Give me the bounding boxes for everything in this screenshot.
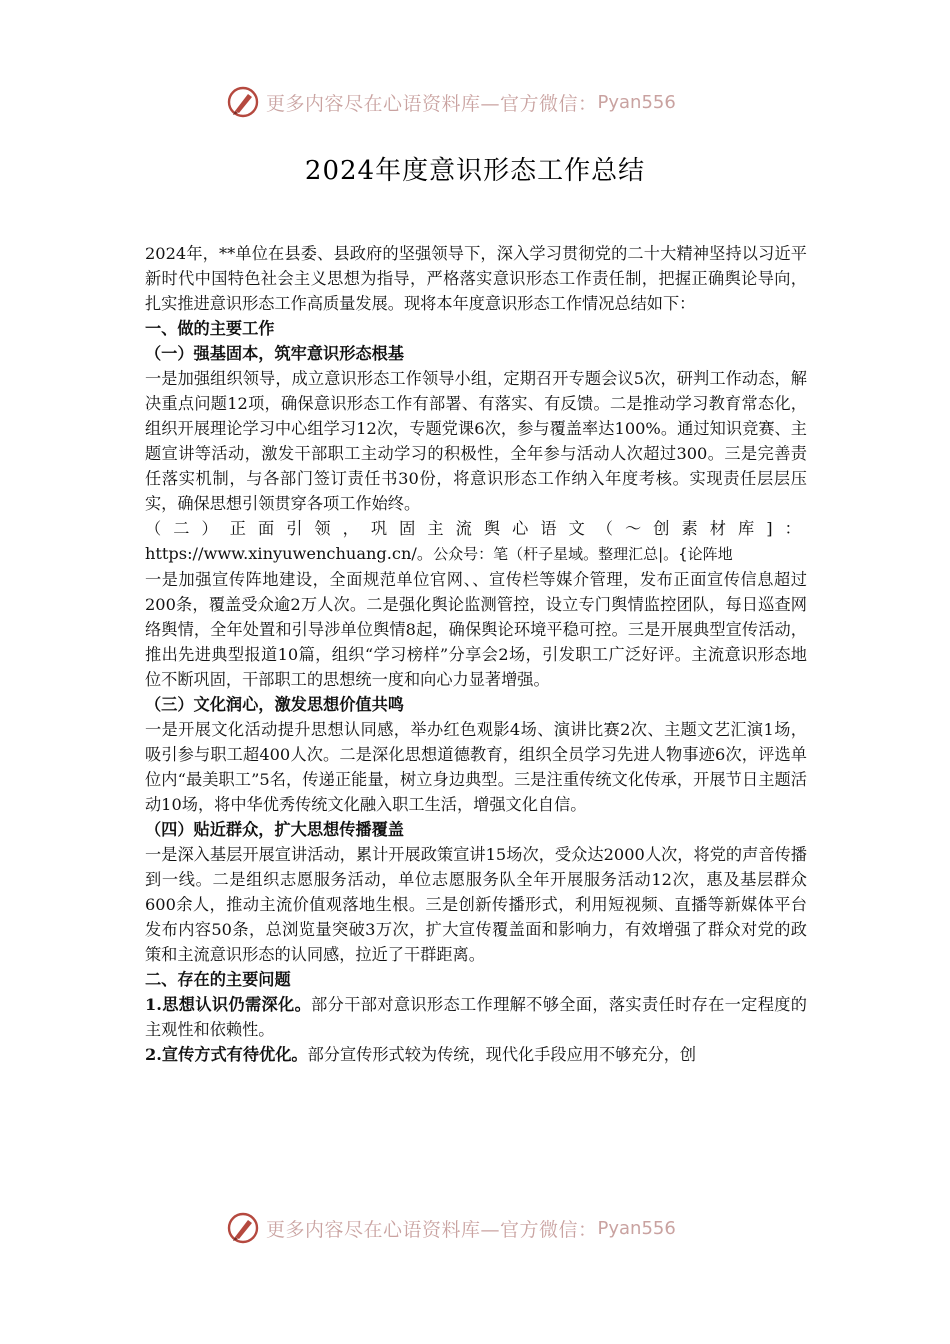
subsection-heading-text: （二）正面引领，巩固主流舆心语文（～创素材库]： xyxy=(145,519,807,538)
watermark-banner-top xyxy=(226,82,676,122)
problem-lead: 1.思想认识仍需深化。 xyxy=(145,995,312,1014)
watermark-id: Pyan556 xyxy=(597,1217,676,1239)
problem-text: 部分宣传形式较为传统，现代化手段应用不够充分，创 xyxy=(307,1045,697,1064)
pen-logo-icon xyxy=(226,1211,260,1245)
problem-text: 部分干部对意识形态工作理解不够全面，落实责任时存在一定程度的主观性和依赖性。 xyxy=(145,995,807,1039)
watermark-text: 更多内容尽在心语资料库—官方微信： xyxy=(266,92,598,115)
source-note: 公众号：笔（杆子星域。整理汇总|。{论阵地 xyxy=(433,545,733,563)
body-paragraph: 一是加强宣传阵地建设，全面规范单位官网、、宣传栏等媒介管理，发布正面宣传信息超过200条，覆盖受众逾2万人次。二是强化舆论监测管控，设立专门舆情监控团队，每日巡查网络舆情，全年处置和引导涉单位舆情8起，确保舆论环境平稳可控。三是开展典型宣传活动，推出先进典型报道10篇，组织“学习榜样”分享会2场，引发职工广泛好评。主流意识形态地位不断巩固，干部职工的思想统一度和向心力显著增强。 xyxy=(145,570,807,689)
pen-logo-icon xyxy=(226,85,260,119)
body-paragraph: 一是加强组织领导，成立意识形态工作领导小组，定期召开专题会议5次，研判工作动态，解决重点问题12项，确保意识形态工作有部署、有落实、有反馈。二是推动学习教育常态化，组织开展理论学习中心组学习12次，专题党课6次，参与覆盖率达100%。通过知识竞赛、主题宣讲等活动，激发干部职工主动学习的积极性，全年参与活动人次超过300。三是完善责任落实机制，与各部门签订责任书30份，将意识形态工作纳入年度考核。实现责任层层压实，确保思想引领贯穿各项工作始终。 xyxy=(145,369,807,513)
intro-paragraph: 2024年，**单位在县委、县政府的坚强领导下，深入学习贯彻党的二十大精神坚持以习近平新时代中国特色社会主义思想为指导，严格落实意识形态工作责任制，把握正确舆论导向，扎实推进意识形态工作高质量发展。现将本年度意识形态工作情况总结如下： xyxy=(145,244,807,313)
watermark-id: Pyan556 xyxy=(597,91,676,113)
section-heading: 一、做的主要工作 xyxy=(145,319,275,338)
problem-item xyxy=(145,992,807,1042)
subsection-heading: （四）贴近群众，扩大思想传播覆盖 xyxy=(145,820,404,839)
source-url: https://www.xinyuwenchuang.cn/。 xyxy=(145,544,434,563)
watermark-text: 更多内容尽在心语资料库—官方微信： xyxy=(266,1218,598,1241)
subsection-heading-mixed xyxy=(145,516,807,567)
document-body xyxy=(145,241,807,1067)
watermark-banner-bottom xyxy=(226,1208,676,1248)
subsection-heading: （三）文化润心，激发思想价值共鸣 xyxy=(145,695,404,714)
subsection-heading: （一）强基固本，筑牢意识形态根基 xyxy=(145,344,404,363)
problem-lead: 2.宣传方式有待优化。 xyxy=(145,1045,308,1064)
page-title: 2024年度意识形态工作总结 xyxy=(304,156,646,186)
section-heading: 二、存在的主要问题 xyxy=(145,970,291,989)
body-paragraph: 一是深入基层开展宣讲活动，累计开展政策宣讲15场次，受众达2000人次，将党的声音传播到一线。二是组织志愿服务活动，单位志愿服务队全年开展服务活动12次，惠及基层群众600余人，推动主流价值观落地生根。三是创新传播形式，利用短视频、直播等新媒体平台发布内容50条，总浏览量突破3万次，扩大宣传覆盖面和影响力，有效增强了群众对党的政策和主流意识形态的认同感，拉近了干群距离。 xyxy=(145,845,807,964)
problem-item xyxy=(145,1042,807,1067)
body-paragraph: 一是开展文化活动提升思想认同感，举办红色观影4场、演讲比赛2次、主题文艺汇演1场，吸引参与职工超400人次。二是深化思想道德教育，组织全员学习先进人物事迹6次，评选单位内“最美职工”5名，传递正能量，树立身边典型。三是注重传统文化传承，开展节日主题活动10场，将中华优秀传统文化融入职工生活，增强文化自信。 xyxy=(145,720,807,814)
